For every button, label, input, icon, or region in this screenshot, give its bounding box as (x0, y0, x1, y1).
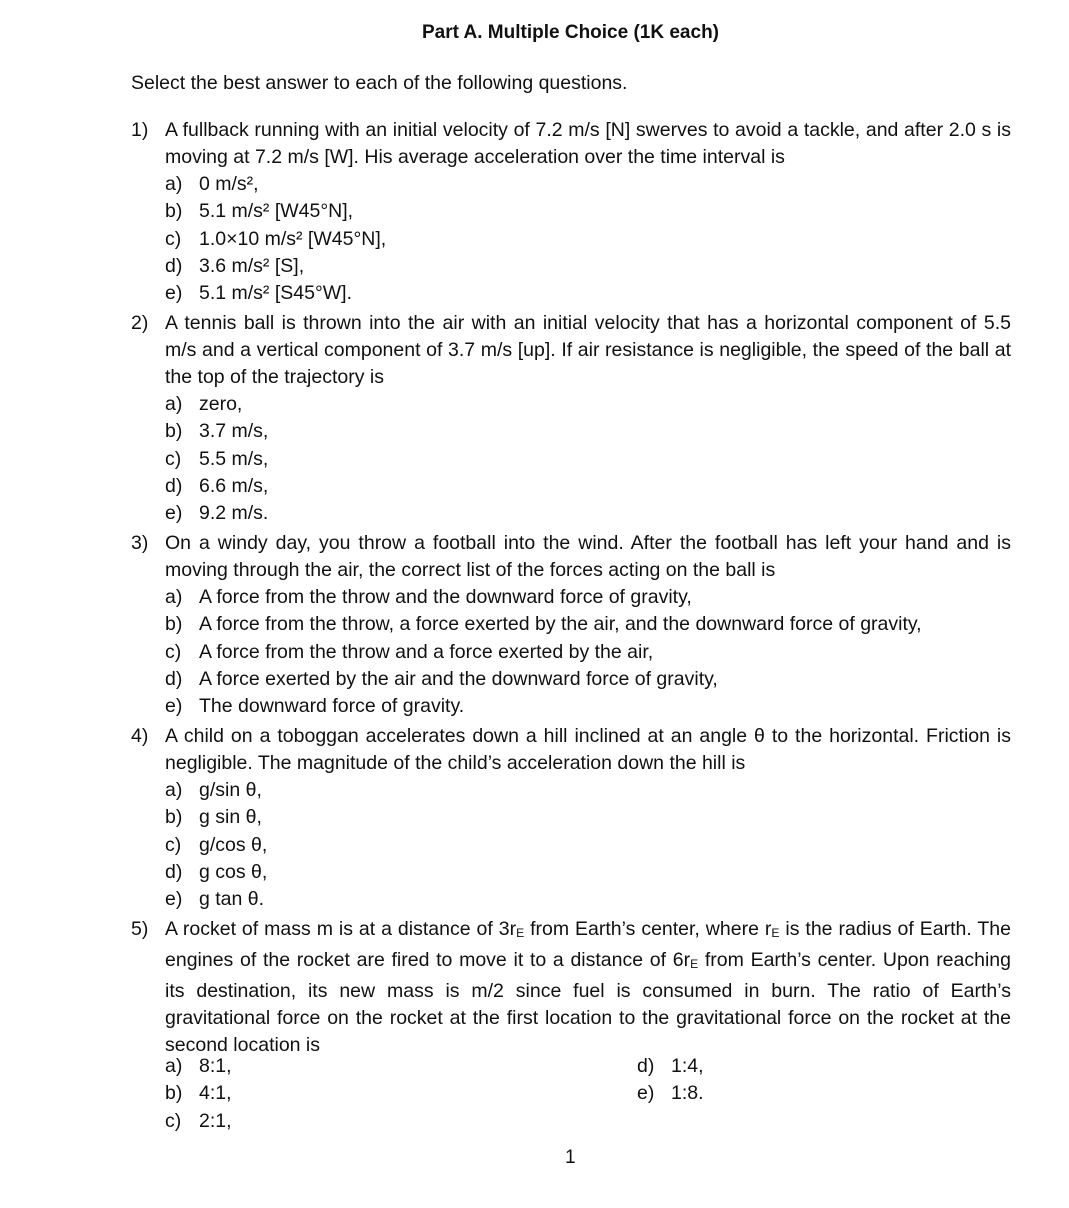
option-1c: c) 1.0×10 m/s² [W45°N], (165, 227, 387, 250)
option-2c: c) 5.5 m/s, (165, 447, 269, 470)
option-2d: d) 6.6 m/s, (165, 474, 269, 497)
page-number: 1 (565, 1147, 576, 1168)
question-number: 2) (131, 312, 149, 334)
option-2b: b) 3.7 m/s, (165, 420, 269, 443)
option-5c: c) 2:1, (165, 1109, 232, 1132)
option-1a: a) 0 m/s², (165, 173, 259, 195)
option-1b: b) 5.1 m/s² [W45°N], (165, 200, 354, 223)
question-text: A rocket of mass m is at a distance of $3r_E$ from Earth’s center, where $r_E$ is the radius of Earth. The engines of the rocket are fired to move it to a distance of $6r_E$ from Earth’s center. Upon reaching its destination, its new mass is m/2 since fuel is consumed in burn. The ratio of Earth’s gravitational force on the rocket at the first location to the gravitational force on the rocket at the second location is (165, 918, 1011, 1056)
section-title: Part A. Multiple Choice (1K each) (421, 22, 719, 43)
option-1d: d) 3.6 m/s² [S], (165, 254, 305, 277)
question-text: A tennis ball is thrown into the air with an initial velocity that has a horizontal component of 5.5 m/s and a vertical component of 3.7 m/s [up]. If air resistance is negligible, the speed of the ball at the top of the trajectory is (165, 312, 1011, 388)
question-5 (131, 916, 1011, 1059)
option-3e: e) The downward force of gravity. (165, 695, 465, 718)
option-5d: d) 1:4, (637, 1055, 704, 1077)
option-1e: e) 5.1 m/s² [S45°W]. (165, 282, 353, 305)
option-4b: b) g sin θ, (165, 806, 262, 829)
option-3a: a) A force from the throw and the downward force of gravity, (165, 586, 692, 608)
question-text: A fullback running with an initial velocity of 7.2 m/s [N] swerves to avoid a tackle, and after 2.0 s is moving at 7.2 m/s [W]. His average acceleration over the time interval is (165, 119, 1011, 168)
instructions: Select the best answer to each of the following questions. (131, 72, 628, 94)
option-4e: e) g tan θ. (165, 888, 265, 911)
option-5e: e) 1:8. (637, 1082, 704, 1105)
question-number: 4) (131, 725, 149, 747)
question-2 (131, 310, 1011, 527)
question-number: 5) (131, 918, 149, 940)
option-2a: a) zero, (165, 393, 243, 415)
option-4d: d) g cos θ, (165, 860, 268, 883)
question-4 (131, 723, 1011, 913)
question-text: A child on a toboggan accelerates down a hill inclined at an angle θ to the horizontal. Friction is negligible. The magnitude of the child’s acceleration down the hill is (165, 725, 1011, 774)
option-2e: e) 9.2 m/s. (165, 502, 269, 525)
option-4a: a) g/sin θ, (165, 779, 262, 801)
question-3 (131, 530, 1011, 720)
option-3c: c) A force from the throw and a force exerted by the air, (165, 640, 654, 663)
option-3d: d) A force exerted by the air and the downward force of gravity, (165, 667, 718, 690)
option-5a: a) 8:1, (165, 1055, 232, 1077)
question-1 (131, 117, 1011, 307)
option-4c: c) g/cos θ, (165, 833, 268, 856)
option-3b: b) A force from the throw, a force exerted by the air, and the downward force of gravity, (165, 613, 922, 636)
question-number: 3) (131, 532, 149, 554)
option-5b: b) 4:1, (165, 1082, 232, 1105)
question-number: 1) (131, 119, 149, 141)
question-text: On a windy day, you throw a football into the wind. After the football has left your hand and is moving through the air, the correct list of the forces acting on the ball is (165, 532, 1011, 581)
